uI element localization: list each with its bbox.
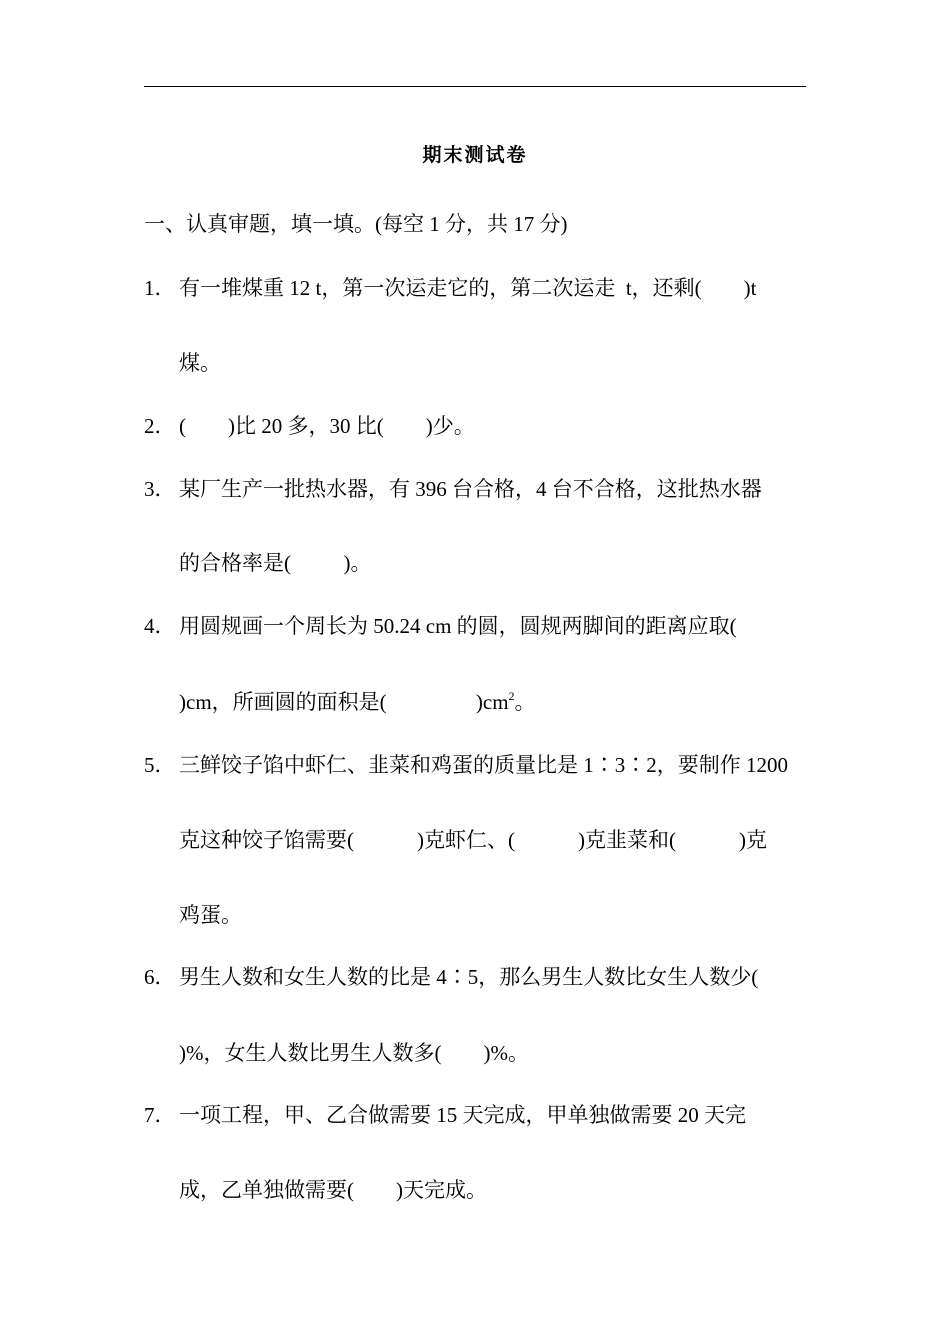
question-7-line-2: 成，乙单独做需要( )天完成。 (179, 1178, 487, 1202)
question-5-line-3: 鸡蛋。 (179, 903, 242, 927)
question-3-line-1: 某厂生产一批热水器，有 396 台合格，4 台不合格，这批热水器 (179, 477, 762, 501)
question-7-line-1: 一项工程，甲、乙合做需要 15 天完成，甲单独做需要 20 天完 (179, 1103, 746, 1127)
question-5-line-2: 克这种饺子馅需要( )克虾仁、( )克韭菜和( )克 (179, 828, 767, 852)
question-7-number: 7． (144, 1103, 176, 1127)
question-4-line-2-text: )cm，所画圆的面积是( )cm (179, 690, 509, 714)
question-4-number: 4． (144, 614, 176, 638)
question-2-number: 2． (144, 414, 176, 438)
question-1-number: 1． (144, 276, 176, 300)
question-4-line-2 (179, 688, 536, 719)
question-3-line-2: 的合格率是( )。 (179, 551, 372, 575)
question-1-line-1: 有一堆煤重 12 t，第一次运走它的，第二次运走 t，还剩( )t (179, 276, 757, 300)
header-rule (144, 86, 806, 87)
question-1-line-2: 煤。 (179, 351, 221, 375)
question-6-line-1: 男生人数和女生人数的比是 4∶5，那么男生人数比女生人数少( (179, 965, 759, 989)
question-3-number: 3． (144, 477, 176, 501)
section-heading: 一、认真审题，填一填。(每空 1 分，共 17 分) (144, 212, 568, 236)
page-title: 期末测试卷 (422, 144, 528, 166)
question-4-line-2-end: 。 (514, 690, 536, 714)
question-2-line-1: ( )比 20 多，30 比( )少。 (179, 414, 475, 438)
question-5-number: 5． (144, 753, 176, 777)
question-6-line-2: )%，女生人数比男生人数多( )%。 (179, 1041, 529, 1065)
superscript-2: 2 (508, 689, 515, 703)
question-4-line-1: 用圆规画一个周长为 50.24 cm 的圆，圆规两脚间的距离应取( (179, 614, 737, 638)
question-5-line-1: 三鲜饺子馅中虾仁、韭菜和鸡蛋的质量比是 1∶3∶2，要制作 1200 (179, 753, 788, 777)
question-6-number: 6． (144, 965, 176, 989)
